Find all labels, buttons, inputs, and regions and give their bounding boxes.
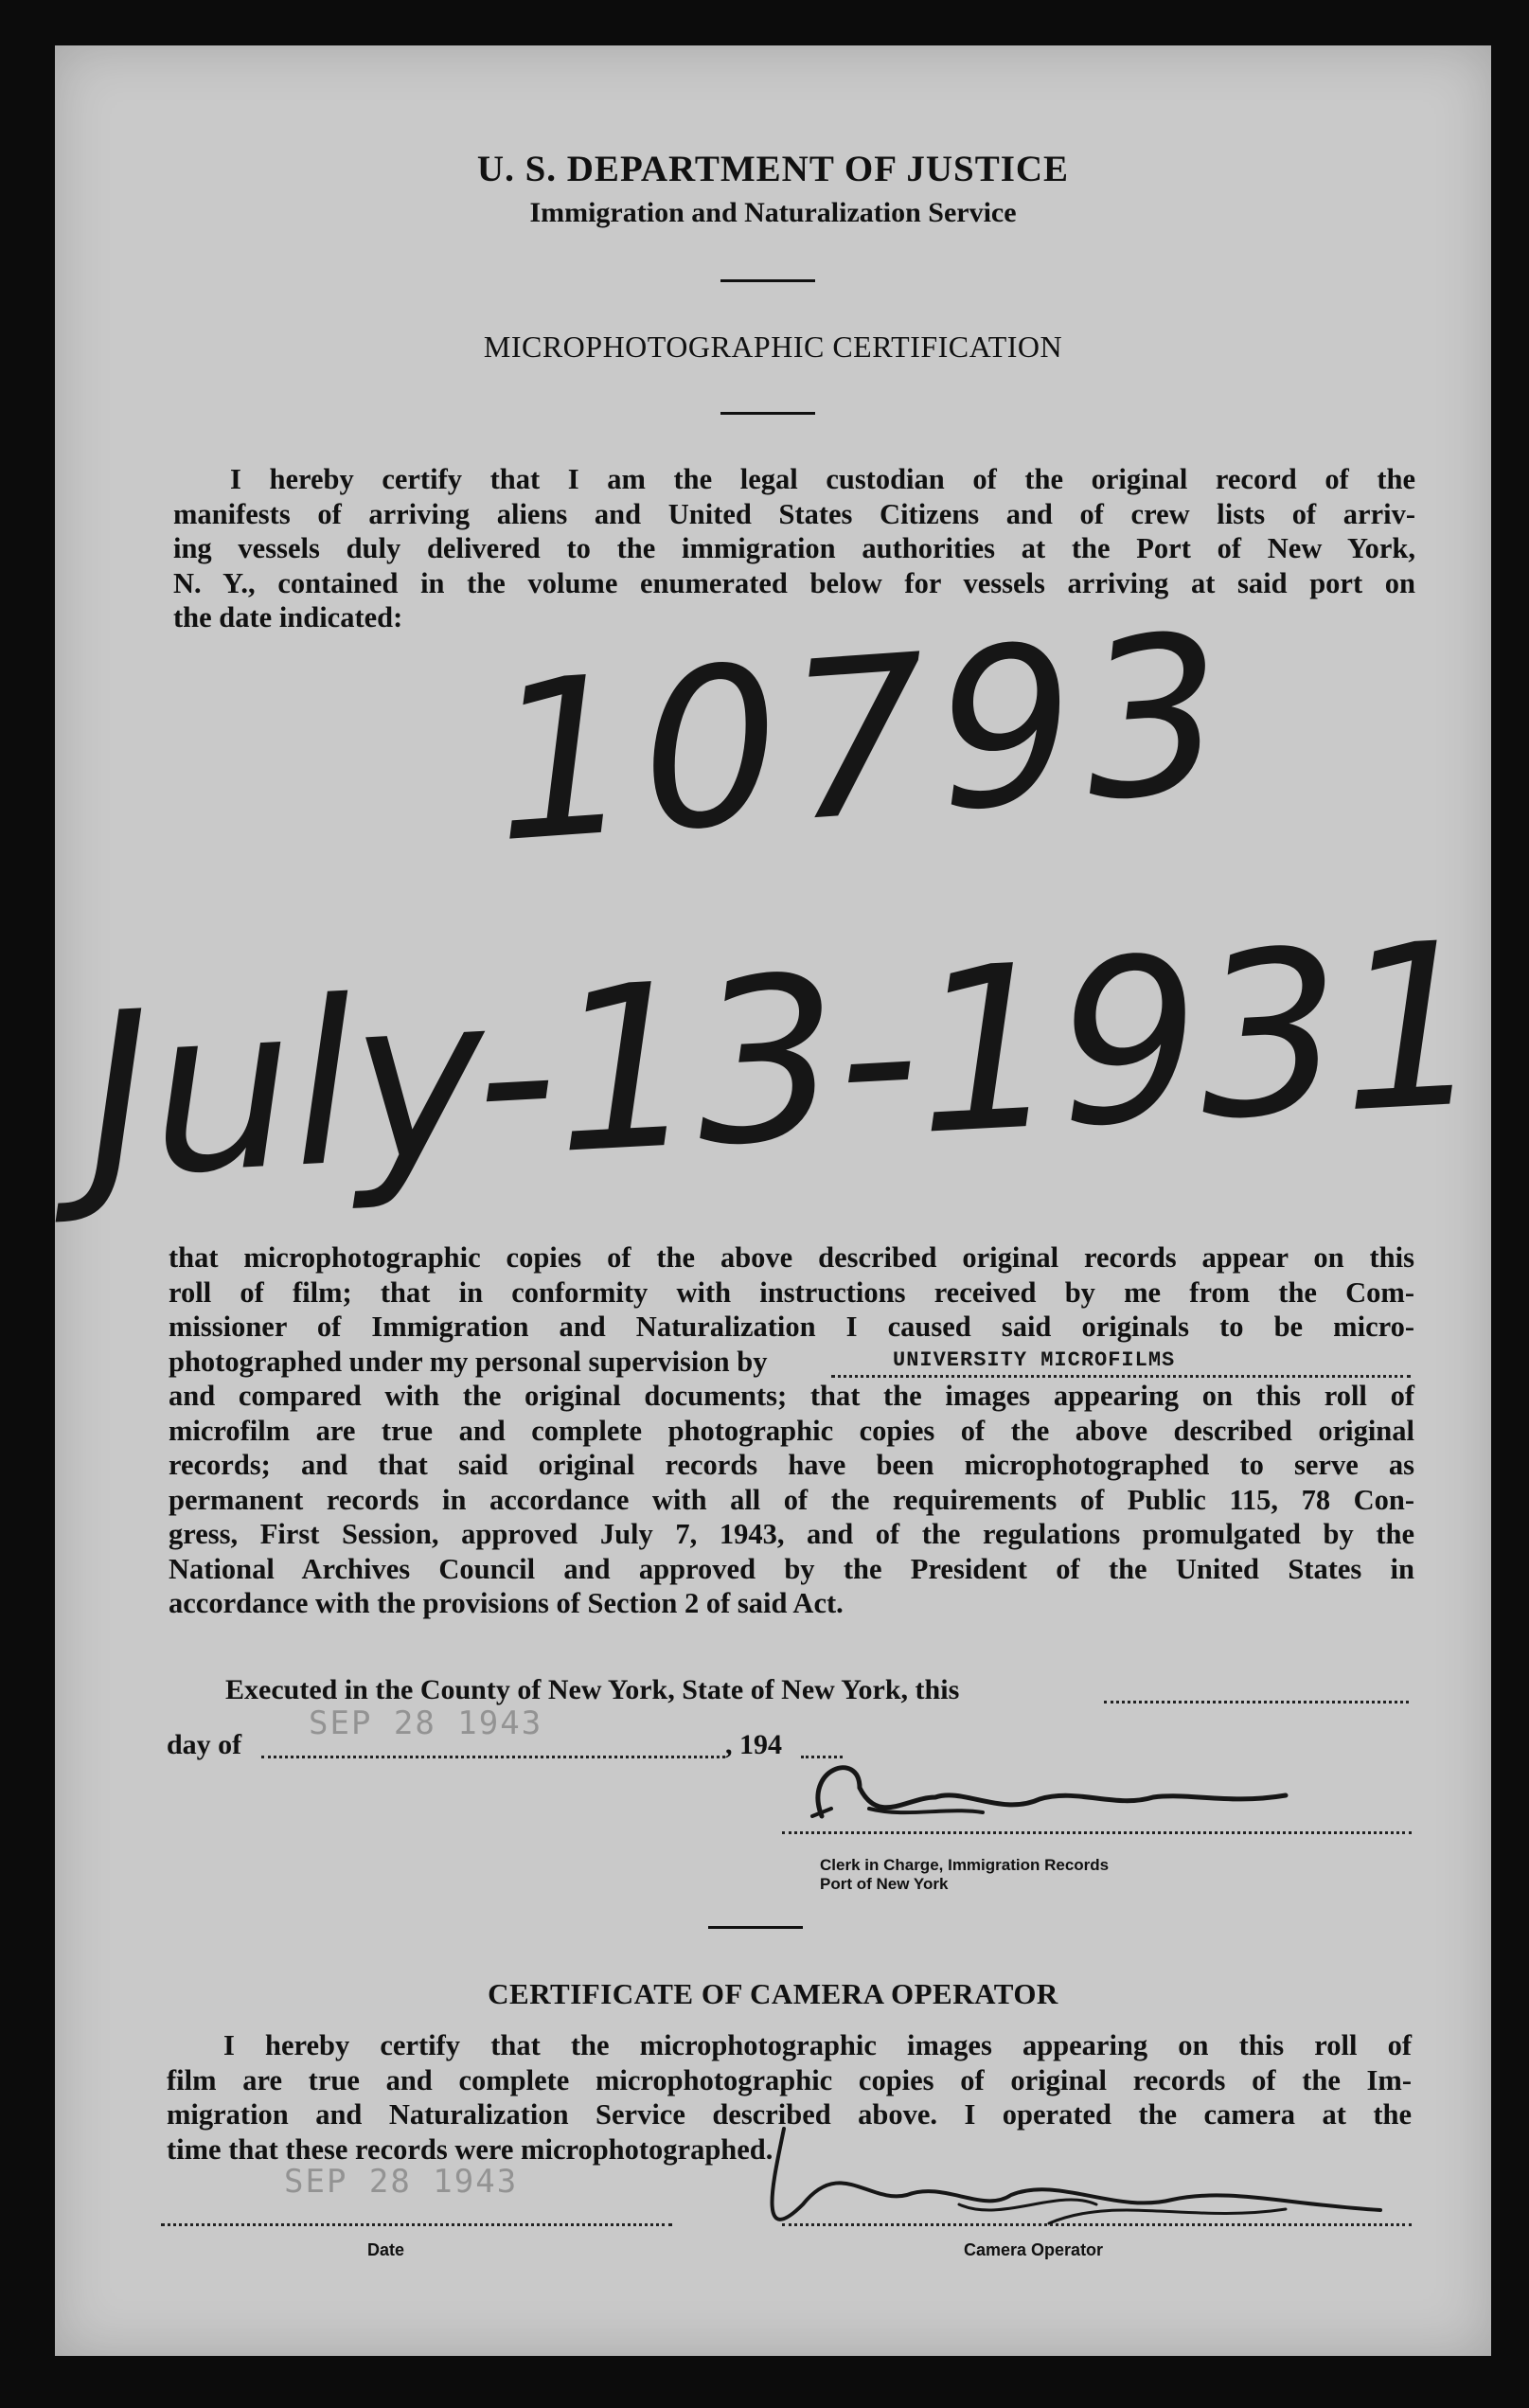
certification-title: MICROPHOTOGRAPHIC CERTIFICATION [483,330,1063,364]
date-caption: Date [367,2240,405,2259]
paragraph-line: photographed under my personal supervision by [169,1345,768,1378]
paragraph-line: manifests of arriving aliens and United States Citizens and of crew lists of arriv- [173,497,1415,530]
date-stamp: SEP 28 1943 [309,1704,543,1742]
paragraph-line: that microphotographic copies of the above described original records appear on this [169,1241,1414,1274]
clerk-signature-line [782,1831,1412,1834]
paragraph-line: time that these records were microphotographed. [167,2132,773,2166]
supervisor-dotted-line [831,1375,1411,1378]
clerk-signature [818,1768,1286,1816]
paragraph-line: roll of film; that in conformity with instructions received by me from the Com- [169,1275,1414,1309]
paragraph-line: accordance with the provisions of Section 2 of said Act. [169,1587,844,1619]
date-stamp: SEP 28 1943 [284,2163,519,2201]
divider [720,412,815,415]
year-prefix: , 194 [725,1729,782,1760]
operator-caption: Camera Operator [964,2240,1104,2259]
executed-statement: Executed in the County of New York, State of New York, this [225,1674,960,1705]
divider [708,1926,803,1929]
date-dotted-line [161,2223,672,2226]
paragraph-line: the date indicated: [173,601,403,633]
supervisor-stamp: UNIVERSITY MICROFILMS [893,1348,1176,1372]
paragraph-line: film are true and complete microphotographic copies of original records of the Im- [167,2063,1412,2096]
operator-signature-flourish [959,2200,1286,2223]
paragraph-line: migration and Naturalization Service described above. I operated the camera at the [167,2098,1412,2131]
paragraph-line: N. Y., contained in the volume enumerated below for vessels arriving at said port on [173,566,1415,599]
divider [720,279,815,282]
service-subheading: Immigration and Naturalization Service [529,197,1017,228]
clerk-signature-flourish [812,1809,983,1816]
day-of-label: day of [167,1729,242,1760]
paragraph-line: gress, First Session, approved July 7, 1943, and of the regulations promulgated by the [169,1518,1414,1550]
paragraph-line: missioner of Immigration and Naturalization I caused said originals to be micro- [169,1311,1414,1343]
clerk-caption-line: Port of New York [820,1875,949,1893]
handwritten-volume-number: 10793 [485,587,1241,892]
paragraph-line: permanent records in accordance with all of the requirements of Public 115, 78 Con- [169,1483,1414,1516]
day-dotted-line [261,1756,725,1758]
paragraph-line: ing vessels duly delivered to the immigration authorities at the Port of New York, [173,532,1415,564]
paragraph-line: I hereby certify that I am the legal custodian of the original record of the [230,463,1415,495]
paragraph-line: microfilm are true and complete photographic copies of the above described original [169,1414,1414,1447]
paragraph-line: National Archives Council and approved by the President of the United States in [169,1552,1414,1585]
paragraph-line: and compared with the original documents; that the images appearing on this roll of [169,1380,1414,1412]
handwritten-date: July-13-1931 [79,893,1488,1229]
camera-operator-paragraph [167,2028,1412,2167]
executed-dotted-line [1104,1701,1409,1703]
department-heading: U. S. DEPARTMENT OF JUSTICE [476,149,1070,189]
paragraph-line: records; and that said original records have been microphotographed to serve as [169,1449,1414,1481]
microphotograph-paragraph [169,1240,1414,1621]
camera-certificate-title: CERTIFICATE OF CAMERA OPERATOR [488,1977,1058,2010]
year-dotted-line [801,1756,843,1758]
custodian-paragraph [173,462,1415,635]
clerk-caption-line: Clerk in Charge, Immigration Records [820,1856,1110,1874]
clerk-caption [820,1856,1109,1894]
operator-signature-line [782,2223,1412,2226]
paragraph-line: I hereby certify that the microphotographic images appearing on this roll of [223,2029,1412,2061]
certificate-sheet [55,45,1491,2356]
